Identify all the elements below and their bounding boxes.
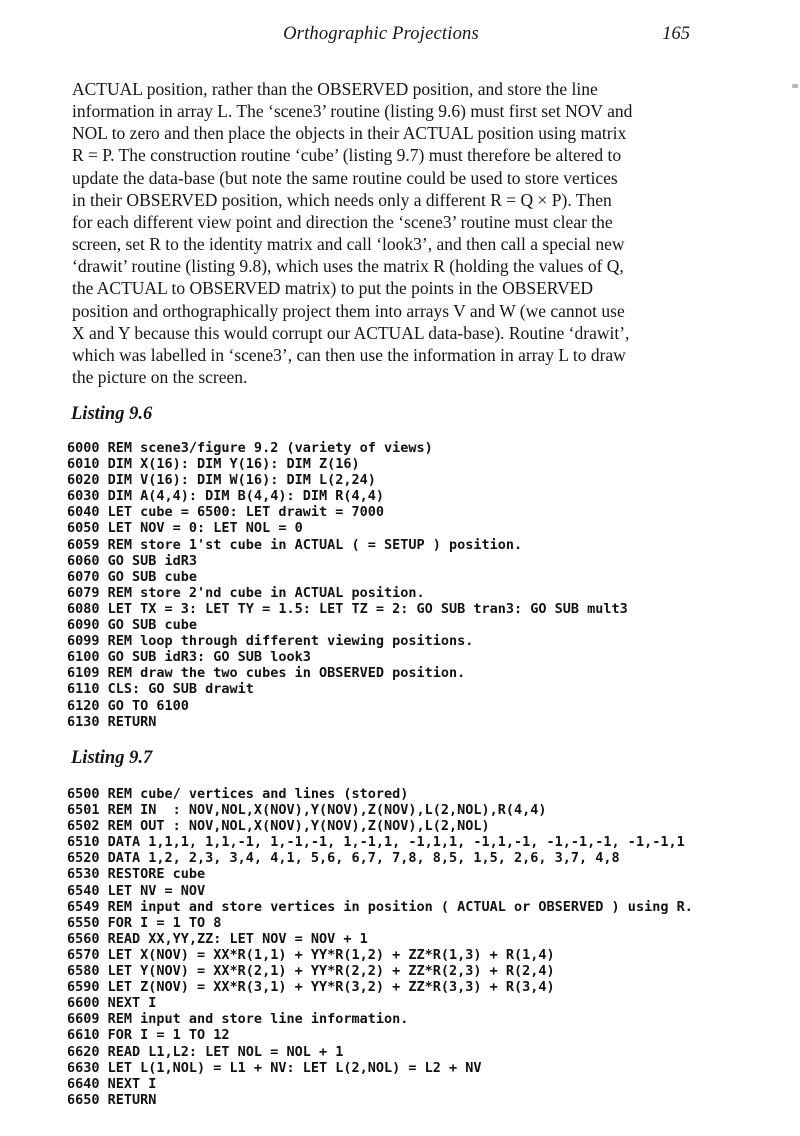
paragraph-line: X and Y because this would corrupt our ACTUAL data-base). Routine ‘drawit’,	[72, 322, 630, 343]
code-line: 6060 GO SUB idR3	[67, 552, 198, 569]
code-line: 6130 RETURN	[67, 713, 157, 730]
listing-9-6-title: Listing 9.6	[71, 404, 153, 424]
paragraph-line: screen, set R to the identity matrix and call ‘look3’, and then call a special new	[72, 234, 625, 255]
code-line: 6540 LET NV = NOV	[67, 882, 206, 899]
code-line: 6610 FOR I = 1 TO 12	[67, 1027, 230, 1044]
code-line: 6640 NEXT I	[67, 1075, 157, 1092]
code-line: 6501 REM IN : NOV,NOL,X(NOV),Y(NOV),Z(NOV),L(2,NOL),R(4,4)	[67, 802, 547, 819]
code-line: 6080 LET TX = 3: LET TY = 1.5: LET TZ = 2: GO SUB tran3: GO SUB mult3	[67, 600, 628, 617]
code-line: 6549 REM input and store vertices in position ( ACTUAL or OBSERVED ) using R.	[67, 898, 693, 915]
code-line: 6020 DIM V(16): DIM W(16): DIM L(2,24)	[67, 472, 376, 489]
code-line: 6510 DATA 1,1,1, 1,1,-1, 1,-1,-1, 1,-1,1, -1,1,1, -1,1,-1, -1,-1,-1, -1,-1,1	[67, 834, 685, 851]
paragraph-line: update the data-base (but note the same routine could be used to store vertices	[72, 167, 618, 188]
body-paragraph	[72, 78, 700, 388]
code-line: 6560 READ XX,YY,ZZ: LET NOV = NOV + 1	[67, 930, 368, 947]
code-line: 6100 GO SUB idR3: GO SUB look3	[67, 649, 311, 666]
code-line: 6070 GO SUB cube	[67, 568, 198, 585]
page-number: 165	[662, 24, 690, 44]
code-line: 6120 GO TO 6100	[67, 697, 189, 714]
code-line: 6550 FOR I = 1 TO 8	[67, 914, 222, 931]
page-header	[72, 24, 690, 48]
code-line: 6650 RETURN	[67, 1091, 157, 1108]
code-line: 6099 REM loop through different viewing positions.	[67, 633, 474, 650]
listing-9-7-code	[67, 786, 693, 1108]
paragraph-line: ACTUAL position, rather than the OBSERVED position, and store the line	[72, 79, 598, 99]
code-line: 6620 READ L1,L2: LET NOL = NOL + 1	[67, 1043, 344, 1060]
paragraph-line: the ACTUAL to OBSERVED matrix) to put the points in the OBSERVED	[72, 278, 594, 299]
listing-9-7-title: Listing 9.7	[71, 748, 153, 768]
paragraph-line: in their OBSERVED position, which needs only a different R = Q × P). Then	[72, 189, 612, 210]
code-line: 6079 REM store 2'nd cube in ACTUAL position.	[67, 584, 425, 601]
paragraph-line: information in array L. The ‘scene3’ routine (listing 9.6) must first set NOV and	[72, 101, 633, 122]
listing-9-6-code	[67, 440, 628, 730]
code-line: 6609 REM input and store line information.	[67, 1011, 409, 1028]
code-line: 6109 REM draw the two cubes in OBSERVED position.	[67, 665, 466, 682]
code-line: 6030 DIM A(4,4): DIM B(4,4): DIM R(4,4)	[67, 488, 384, 505]
paragraph-line: the picture on the screen.	[72, 367, 248, 388]
code-line: 6570 LET X(NOV) = XX*R(1,1) + YY*R(1,2) + ZZ*R(1,3) + R(1,4)	[67, 946, 555, 963]
code-line: 6010 DIM X(16): DIM Y(16): DIM Z(16)	[67, 456, 360, 473]
code-line: 6050 LET NOV = 0: LET NOL = 0	[67, 520, 303, 537]
paragraph-line: position and orthographically project them into arrays V and W (we cannot use	[72, 300, 625, 321]
code-line: 6059 REM store 1'st cube in ACTUAL ( = SETUP ) position.	[67, 536, 523, 553]
code-line: 6520 DATA 1,2, 2,3, 3,4, 4,1, 5,6, 6,7, 7,8, 8,5, 1,5, 2,6, 3,7, 4,8	[67, 850, 620, 867]
code-line: 6580 LET Y(NOV) = XX*R(2,1) + YY*R(2,2) + ZZ*R(2,3) + R(2,4)	[67, 963, 555, 980]
code-line: 6000 REM scene3/figure 9.2 (variety of views)	[67, 440, 433, 456]
code-line: 6630 LET L(1,NOL) = L1 + NV: LET L(2,NOL) = L2 + NV	[67, 1059, 482, 1076]
paragraph-line: which was labelled in ‘scene3’, can then use the information in array L to draw	[72, 344, 626, 365]
code-line: 6500 REM cube/ vertices and lines (stored)	[67, 786, 409, 802]
paragraph-line: R = P. The construction routine ‘cube’ (listing 9.7) must therefore be altered to	[72, 145, 622, 166]
code-line: 6502 REM OUT : NOV,NOL,X(NOV),Y(NOV),Z(NOV),L(2,NOL)	[67, 818, 490, 835]
code-line: 6040 LET cube = 6500: LET drawit = 7000	[67, 504, 384, 521]
paragraph-line: for each different view point and direction the ‘scene3’ routine must clear the	[72, 211, 613, 232]
code-line: 6600 NEXT I	[67, 995, 157, 1012]
running-title: Orthographic Projections	[283, 24, 479, 44]
paragraph-line: NOL to zero and then place the objects in their ACTUAL position using matrix	[72, 123, 627, 144]
code-line: 6110 CLS: GO SUB drawit	[67, 681, 254, 698]
code-line: 6530 RESTORE cube	[67, 866, 206, 883]
code-line: 6090 GO SUB cube	[67, 617, 198, 634]
scan-artifact	[792, 84, 798, 88]
paragraph-line: ‘drawit’ routine (listing 9.8), which uses the matrix R (holding the values of Q,	[72, 256, 624, 277]
code-line: 6590 LET Z(NOV) = XX*R(3,1) + YY*R(3,2) + ZZ*R(3,3) + R(3,4)	[67, 979, 555, 996]
